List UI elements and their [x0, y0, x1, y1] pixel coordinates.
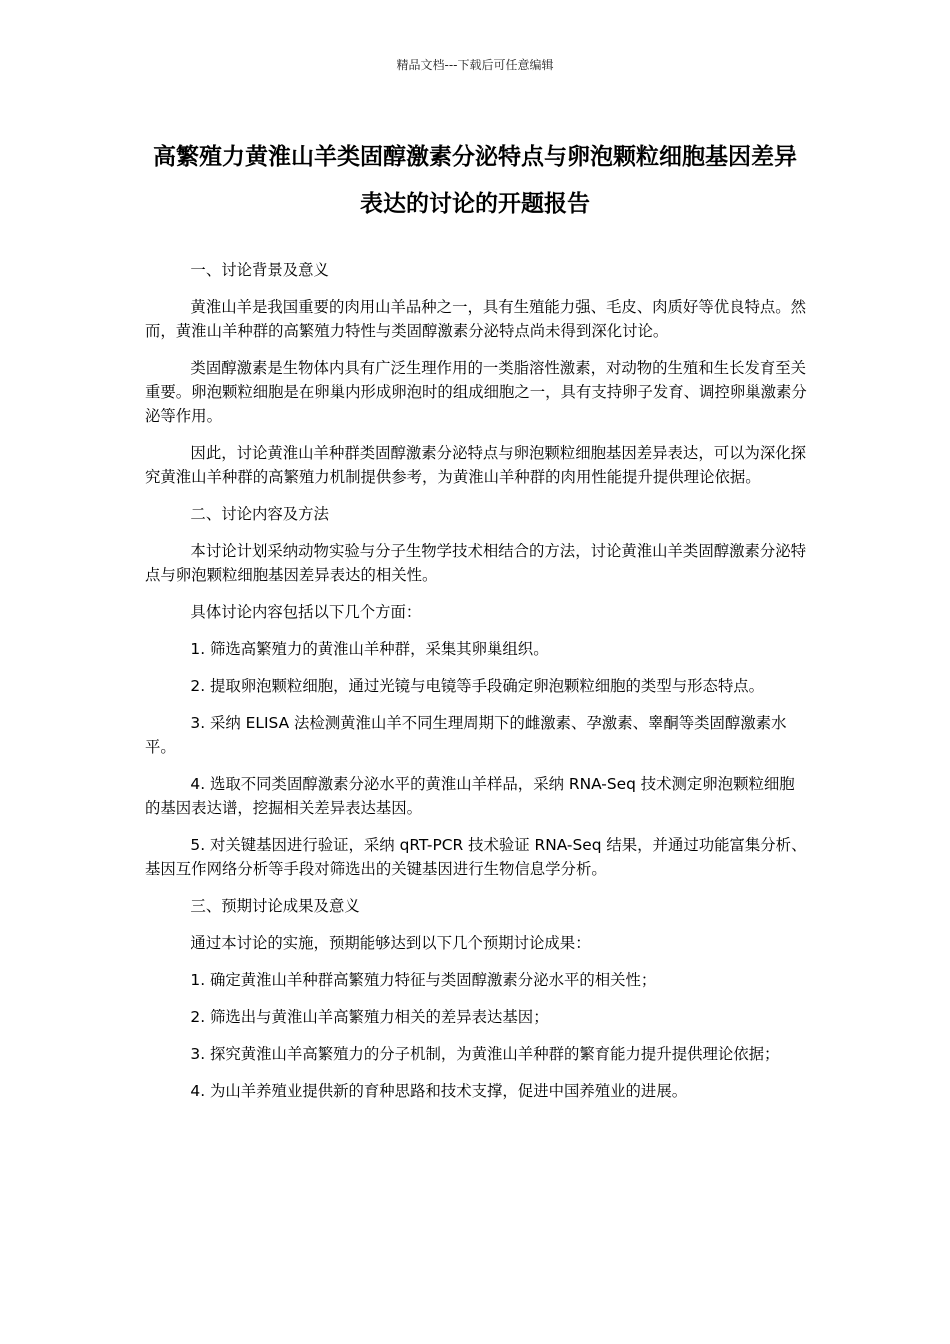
paragraph: 本讨论计划采纳动物实验与分子生物学技术相结合的方法，讨论黄淮山羊类固醇激素分泌特点与卵泡颗粒细胞基因差异表达的相关性。 [145, 542, 807, 584]
list-item: 4. 为山羊养殖业提供新的育种思路和技术支撑，促进中国养殖业的进展。 [190, 1082, 688, 1100]
list-item: 5. 对关键基因进行验证，采纳 qRT-PCR 技术验证 RNA-Seq 结果，并通过功能富集分析、基因互作网络分析等手段对筛选出的关键基因进行生物信息学分析。 [145, 836, 807, 878]
list-item: 3. 采纳 ELISA 法检测黄淮山羊不同生理周期下的雌激素、孕激素、睾酮等类固醇激素水平。 [145, 714, 787, 756]
list-item: 2. 筛选出与黄淮山羊高繁殖力相关的差异表达基因； [190, 1008, 549, 1026]
paragraph: 因此，讨论黄淮山羊种群类固醇激素分泌特点与卵泡颗粒细胞基因差异表达，可以为深化探究黄淮山羊种群的高繁殖力机制提供参考，为黄淮山羊种群的肉用性能提升提供理论依据。 [145, 444, 807, 486]
section-heading-outcomes: 三、预期讨论成果及意义 [190, 897, 360, 915]
list-item: 1. 筛选高繁殖力的黄淮山羊种群，采集其卵巢组织。 [190, 640, 549, 658]
paragraph: 黄淮山羊是我国重要的肉用山羊品种之一，具有生殖能力强、毛皮、肉质好等优良特点。然而，黄淮山羊种群的高繁殖力特性与类固醇激素分泌特点尚未得到深化讨论。 [145, 298, 807, 340]
page-header: 精品文档---下载后可任意编辑 [396, 58, 554, 72]
list-item: 2. 提取卵泡颗粒细胞，通过光镜与电镜等手段确定卵泡颗粒细胞的类型与形态特点。 [190, 677, 765, 695]
document-title: 高繁殖力黄淮山羊类固醇激素分泌特点与卵泡颗粒细胞基因差异表达的讨论的开题报告 [153, 144, 797, 217]
paragraph: 具体讨论内容包括以下几个方面： [190, 603, 422, 621]
list-item: 4. 选取不同类固醇激素分泌水平的黄淮山羊样品，采纳 RNA-Seq 技术测定卵泡颗粒细胞的基因表达谱，挖掘相关差异表达基因。 [145, 775, 795, 817]
paragraph: 通过本讨论的实施，预期能够达到以下几个预期讨论成果： [190, 934, 591, 952]
list-item: 3. 探究黄淮山羊高繁殖力的分子机制，为黄淮山羊种群的繁育能力提升提供理论依据； [190, 1045, 780, 1063]
paragraph: 类固醇激素是生物体内具有广泛生理作用的一类脂溶性激素，对动物的生殖和生长发育至关重要。卵泡颗粒细胞是在卵巢内形成卵泡时的组成细胞之一，具有支持卵子发育、调控卵巢激素分泌等作用。 [145, 359, 807, 425]
document-body [145, 258, 807, 1116]
section-heading-background: 一、讨论背景及意义 [190, 261, 329, 279]
section-heading-methods: 二、讨论内容及方法 [190, 505, 329, 523]
list-item: 1. 确定黄淮山羊种群高繁殖力特征与类固醇激素分泌水平的相关性； [190, 971, 657, 989]
